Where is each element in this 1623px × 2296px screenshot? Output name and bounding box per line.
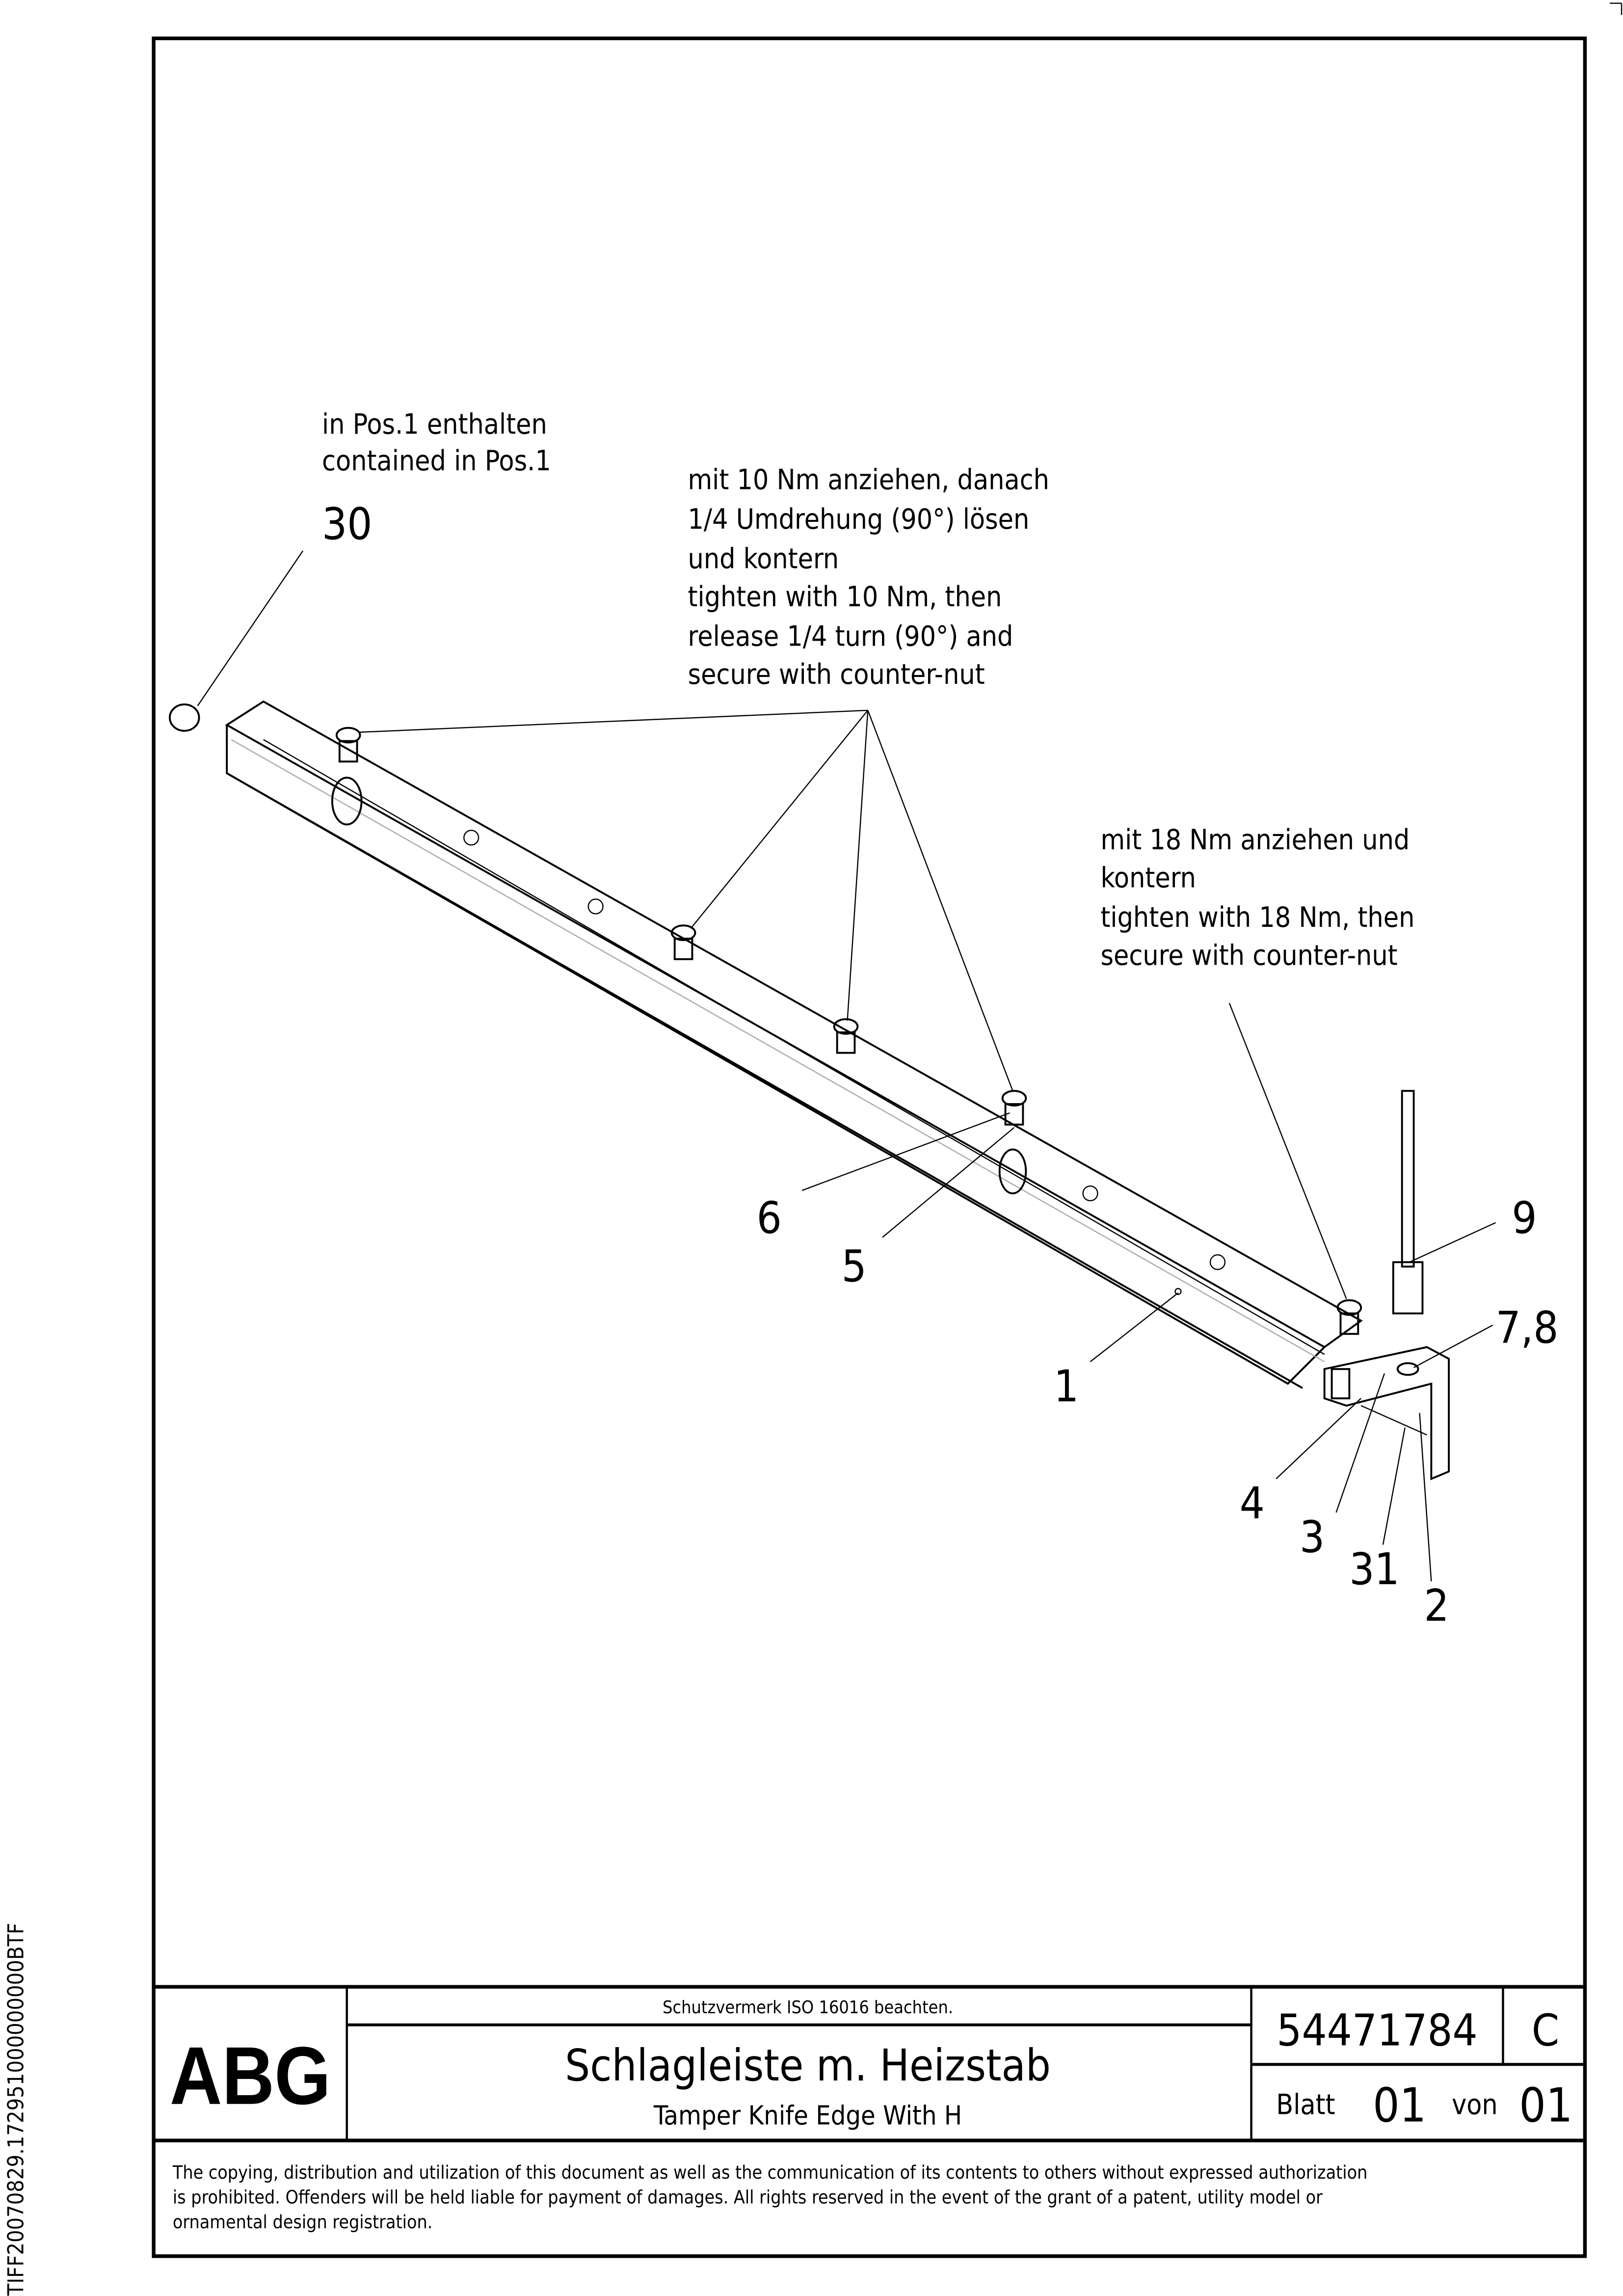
note-torque-18nm xyxy=(1100,824,1414,972)
side-file-label: TIFF20070829.172951000000000BTF xyxy=(2,1922,29,2296)
leader-lines xyxy=(198,551,1496,1581)
svg-text:und kontern: und kontern xyxy=(688,542,839,575)
copyright-line-2: is prohibited. Offenders will be held liable for payment of damages. All rights reserved in the event of the grant of a patent, utility model or xyxy=(172,2186,1323,2208)
revision: C xyxy=(1531,2005,1560,2056)
sheet-number: 01 xyxy=(1373,2078,1427,2133)
of-label: von xyxy=(1452,2088,1498,2121)
note-pos30-de: in Pos.1 enthalten xyxy=(322,408,547,441)
sheet-frame xyxy=(154,38,1585,2256)
callout-31: 31 xyxy=(1349,1544,1400,1595)
sheet-label: Blatt xyxy=(1276,2088,1335,2121)
callout-9: 9 xyxy=(1512,1192,1537,1244)
abg-logo: ABG xyxy=(169,2030,331,2122)
title-english: Tamper Knife Edge With H xyxy=(653,2100,962,2131)
callout-2: 2 xyxy=(1424,1580,1449,1632)
callout-3: 3 xyxy=(1299,1512,1325,1563)
svg-text:kontern: kontern xyxy=(1100,862,1196,894)
plug-part-30 xyxy=(170,704,199,731)
drawing-number: 54471784 xyxy=(1277,2005,1478,2056)
protection-note: Schutzvermerk ISO 16016 beachten. xyxy=(662,1997,954,2018)
svg-text:release 1/4 turn (90°) and: release 1/4 turn (90°) and xyxy=(688,620,1013,653)
title-block xyxy=(154,1987,1585,2233)
svg-text:secure with counter-nut: secure with counter-nut xyxy=(688,658,985,691)
svg-text:tighten with 10 Nm, then: tighten with 10 Nm, then xyxy=(688,581,1002,614)
callout-7-8: 7,8 xyxy=(1495,1302,1559,1354)
copyright-line-1: The copying, distribution and utilization of this document as well as the communication of its contents to others without expressed authorization xyxy=(172,2161,1368,2183)
svg-text:mit 10 Nm anziehen, danach: mit 10 Nm anziehen, danach xyxy=(688,463,1049,496)
copyright-line-3: ornamental design registration. xyxy=(172,2211,433,2233)
sheets-total: 01 xyxy=(1519,2078,1573,2133)
svg-text:tighten with 18 Nm, then: tighten with 18 Nm, then xyxy=(1100,901,1415,934)
heater-rod-assembly xyxy=(1325,1091,1449,1479)
tamper-bar-part xyxy=(227,702,1361,1388)
callout-1: 1 xyxy=(1054,1361,1079,1412)
title-german: Schlagleiste m. Heizstab xyxy=(565,2040,1051,2092)
svg-text:1/4 Umdrehung (90°) lösen: 1/4 Umdrehung (90°) lösen xyxy=(688,503,1030,536)
callout-30: 30 xyxy=(322,499,372,550)
svg-text:mit 18 Nm anziehen und: mit 18 Nm anziehen und xyxy=(1100,824,1410,857)
note-pos30-en: contained in Pos.1 xyxy=(322,444,551,477)
callout-4: 4 xyxy=(1239,1478,1265,1529)
svg-text:secure with counter-nut: secure with counter-nut xyxy=(1100,939,1398,972)
note-torque-10nm xyxy=(688,464,1049,691)
callout-5: 5 xyxy=(841,1241,867,1292)
callout-6: 6 xyxy=(756,1192,782,1244)
